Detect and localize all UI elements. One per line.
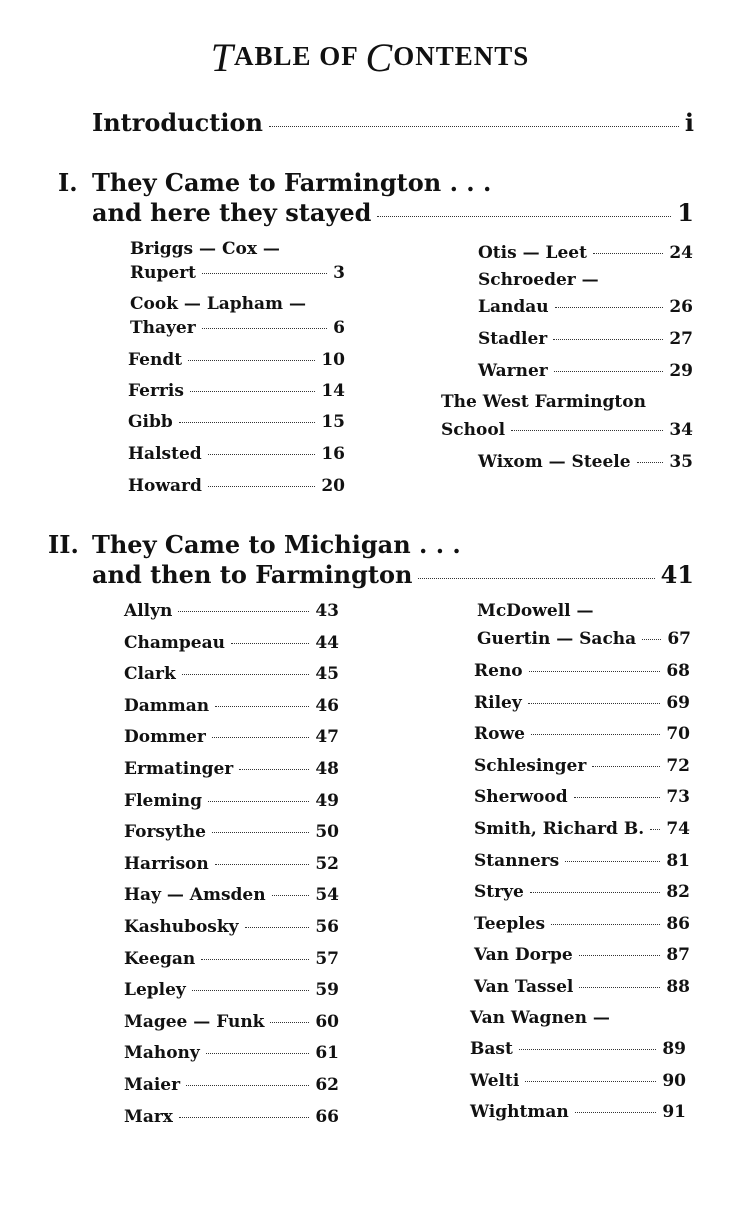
toc-entry[interactable] [124, 759, 339, 779]
leader-dots [179, 422, 316, 423]
leader-dots [377, 216, 671, 217]
toc-entry[interactable] [474, 756, 690, 776]
entry-label: Marx [124, 1106, 173, 1127]
leader-dots [186, 1085, 309, 1086]
entry-page: 10 [321, 350, 345, 370]
leader-dots [650, 829, 660, 830]
leader-dots [239, 769, 309, 770]
entry-page: 69 [666, 692, 690, 713]
toc-entry[interactable] [474, 819, 690, 839]
entry-label: Halsted [128, 444, 202, 464]
leader-dots [202, 328, 327, 329]
entry-label: Reno [474, 661, 523, 681]
entry-page: 86 [666, 913, 690, 934]
toc-entry-section-1[interactable] [92, 198, 694, 227]
entry-page: 14 [321, 381, 345, 401]
toc-entry[interactable] [474, 914, 690, 934]
entry-page: 74 [666, 819, 690, 839]
toc-entry[interactable] [124, 885, 339, 905]
entry-label: Magee — Funk [124, 1011, 265, 1032]
entry-page: 45 [315, 664, 339, 685]
leader-dots [529, 671, 661, 672]
toc-entry[interactable] [124, 949, 339, 969]
entry-label: and then to Farmington [92, 560, 413, 589]
entry-label: Cook — Lapham — [130, 294, 306, 314]
entry-label: Sherwood [474, 787, 568, 808]
toc-entry[interactable] [474, 724, 690, 744]
leader-dots [592, 766, 660, 767]
toc-entry-section-2[interactable] [92, 560, 694, 589]
entry-label: Howard [128, 476, 202, 496]
toc-entry[interactable] [124, 1107, 339, 1127]
entry-page: 35 [669, 452, 693, 472]
entry-label: Gibb [128, 412, 173, 432]
entry-page: 73 [666, 787, 690, 808]
entry-page: 52 [315, 853, 339, 874]
entry-label: Guertin — Sacha [477, 629, 637, 649]
leader-dots [269, 126, 679, 127]
leader-dots [530, 892, 661, 893]
section-number: I. [58, 168, 78, 197]
entry-page: 50 [315, 822, 339, 843]
toc-entry[interactable] [474, 661, 690, 681]
leader-dots [272, 895, 310, 896]
toc-entry[interactable] [124, 1043, 339, 1063]
toc-entry[interactable] [124, 1012, 339, 1032]
entry-label: Thayer [130, 318, 196, 338]
toc-entry[interactable] [478, 452, 693, 472]
entry-page: 41 [660, 560, 694, 589]
page-title: TABLE OF CONTENTS [210, 35, 530, 80]
leader-dots [528, 703, 661, 704]
leader-dots [201, 959, 309, 960]
entry-page: 34 [669, 420, 693, 440]
toc-entry[interactable] [470, 1039, 686, 1059]
leader-dots [593, 253, 663, 254]
entry-label: Introduction [92, 108, 263, 137]
entry-label: Dommer [124, 727, 206, 748]
toc-entry[interactable] [124, 664, 339, 684]
leader-dots [553, 339, 663, 340]
entry-page: 81 [666, 850, 690, 871]
entry-label: Allyn [124, 601, 173, 621]
entry-page: 24 [669, 243, 693, 263]
leader-dots [212, 737, 309, 738]
toc-entry[interactable] [474, 882, 690, 902]
toc-entry[interactable] [474, 945, 690, 965]
entry-label: Forsythe [124, 822, 206, 843]
toc-entry[interactable] [124, 696, 339, 716]
toc-entry[interactable] [124, 1075, 339, 1095]
entry-page: 88 [666, 977, 690, 997]
leader-dots [554, 371, 664, 372]
entry-label: Landau [478, 297, 549, 317]
entry-label: Welti [470, 1071, 520, 1091]
entry-label: Ferris [128, 381, 184, 401]
entry-page: 60 [315, 1011, 339, 1032]
entry-page: 29 [669, 361, 693, 381]
toc-entry[interactable] [124, 633, 339, 653]
toc-entry-introduction[interactable] [92, 108, 694, 137]
toc-entry[interactable] [474, 693, 690, 713]
entry-label: Keegan [124, 948, 196, 969]
entry-page: 15 [321, 412, 345, 432]
entry-label: and here they stayed [92, 198, 372, 227]
entry-page: 54 [315, 885, 339, 906]
leader-dots [178, 611, 309, 612]
entry-label: Otis — Leet [478, 243, 587, 263]
leader-dots [575, 1112, 657, 1113]
toc-entry[interactable] [470, 1102, 686, 1122]
entry-label: Maier [124, 1075, 181, 1095]
toc-entry[interactable] [474, 787, 690, 807]
entry-label: Clark [124, 664, 176, 685]
toc-entry[interactable] [124, 822, 339, 842]
leader-dots [179, 1117, 309, 1118]
entry-label: Stadler [478, 329, 548, 349]
entry-label: Damman [124, 695, 210, 716]
leader-dots [202, 273, 327, 274]
leader-dots [579, 955, 661, 956]
toc-entry[interactable] [124, 601, 339, 621]
leader-dots [206, 1053, 310, 1054]
entry-page: 72 [666, 755, 690, 776]
section-heading: They Came to Farmington . . . [92, 168, 492, 197]
entry-label: Wixom — Steele [478, 452, 631, 472]
entry-page: 46 [315, 695, 339, 716]
entry-label: Strye [474, 882, 524, 903]
toc-entry[interactable] [478, 329, 693, 349]
entry-page: 62 [315, 1075, 339, 1095]
entry-label: Schroeder — [478, 270, 599, 290]
toc-entry[interactable] [130, 263, 345, 283]
toc-entry[interactable] [124, 791, 339, 811]
toc-entry[interactable] [474, 977, 690, 997]
entry-page: 16 [321, 444, 345, 464]
leader-dots [555, 307, 664, 308]
entry-label: Van Dorpe [474, 945, 573, 966]
entry-page: 49 [315, 790, 339, 811]
leader-dots [642, 639, 661, 640]
toc-entry[interactable] [128, 444, 345, 464]
entry-label: Rowe [474, 724, 525, 745]
entry-label: Van Tassel [474, 977, 574, 997]
entry-label: Harrison [124, 853, 209, 874]
leader-dots [531, 734, 660, 735]
leader-dots [231, 643, 309, 644]
toc-entry[interactable] [128, 476, 345, 496]
entry-page: 90 [662, 1071, 686, 1091]
entry-label: Hay — Amsden [124, 885, 266, 906]
leader-dots [212, 832, 309, 833]
entry-page: 47 [315, 727, 339, 748]
entry-label: Bast [470, 1039, 513, 1059]
section-number: II. [48, 530, 79, 559]
leader-dots [519, 1049, 657, 1050]
entry-label: Teeples [474, 913, 546, 934]
entry-label: The West Farmington [441, 392, 646, 412]
leader-dots [208, 801, 309, 802]
entry-label: Rupert [130, 263, 196, 283]
toc-entry[interactable] [477, 629, 691, 649]
entry-page: 43 [315, 601, 339, 621]
entry-page: 67 [667, 629, 691, 649]
entry-label: Fendt [128, 350, 183, 370]
entry-label: Briggs — Cox — [130, 239, 280, 259]
toc-entry[interactable] [441, 420, 693, 440]
entry-page: 56 [315, 917, 339, 937]
leader-dots [192, 990, 310, 991]
toc-entry[interactable] [478, 297, 693, 317]
entry-page: 87 [666, 945, 690, 966]
entry-page: 20 [321, 476, 345, 496]
toc-entry[interactable] [474, 851, 690, 871]
entry-page: 3 [333, 263, 345, 283]
entry-page: 44 [315, 632, 339, 653]
leader-dots [182, 674, 310, 675]
entry-page: 59 [315, 980, 339, 1001]
leader-dots [418, 578, 654, 579]
title-initial-c: C [365, 35, 394, 80]
toc-entry[interactable] [124, 980, 339, 1000]
toc-entry[interactable] [130, 318, 345, 338]
entry-page: 91 [662, 1102, 686, 1122]
entry-label: Van Wagnen — [470, 1008, 610, 1028]
toc-entry[interactable] [478, 361, 693, 381]
entry-page: 68 [666, 661, 690, 681]
toc-entry[interactable] [124, 917, 339, 937]
entry-label: Wightman [470, 1102, 569, 1122]
leader-dots [637, 462, 664, 463]
leader-dots [245, 927, 310, 928]
entry-label: Riley [474, 692, 522, 713]
section-heading: They Came to Michigan . . . [92, 530, 461, 559]
entry-page: 48 [315, 759, 339, 779]
leader-dots [574, 797, 661, 798]
title-initial-t: T [210, 35, 234, 80]
leader-dots [565, 861, 660, 862]
entry-page: 82 [666, 882, 690, 903]
leader-dots [208, 454, 316, 455]
entry-page: 66 [315, 1106, 339, 1127]
entry-page: 1 [677, 198, 694, 227]
entry-page: 70 [666, 724, 690, 745]
leader-dots [551, 924, 660, 925]
entry-page: 57 [315, 948, 339, 969]
entry-label: Schlesinger [474, 755, 587, 776]
entry-label: Smith, Richard B. [474, 819, 645, 839]
leader-dots [270, 1022, 309, 1023]
leader-dots [511, 430, 663, 431]
toc-entry[interactable] [128, 412, 345, 432]
entry-label: Mahony [124, 1043, 200, 1064]
entry-page: 27 [669, 329, 693, 349]
entry-page: i [684, 108, 694, 137]
leader-dots [190, 391, 315, 392]
entry-label: McDowell — [477, 601, 594, 621]
toc-entry[interactable] [128, 381, 345, 401]
leader-dots [579, 987, 660, 988]
leader-dots [215, 706, 309, 707]
toc-entry[interactable] [478, 243, 693, 263]
leader-dots [525, 1081, 656, 1082]
leader-dots [215, 864, 310, 865]
entry-page: 61 [315, 1043, 339, 1064]
entry-label: Kashubosky [124, 917, 239, 937]
entry-label: Stanners [474, 850, 560, 871]
entry-label: Warner [478, 361, 548, 381]
leader-dots [188, 360, 315, 361]
entry-label: Fleming [124, 790, 203, 811]
entry-page: 6 [333, 318, 345, 338]
toc-entry[interactable] [124, 854, 339, 874]
entry-page: 26 [669, 297, 693, 317]
leader-dots [208, 486, 315, 487]
toc-entry[interactable] [124, 727, 339, 747]
toc-entry[interactable] [128, 350, 345, 370]
entry-label: Lepley [124, 980, 186, 1001]
entry-page: 89 [662, 1039, 686, 1059]
entry-label: Ermatinger [124, 759, 234, 779]
toc-entry[interactable] [470, 1071, 686, 1091]
entry-label: School [441, 420, 506, 440]
entry-label: Champeau [124, 632, 225, 653]
